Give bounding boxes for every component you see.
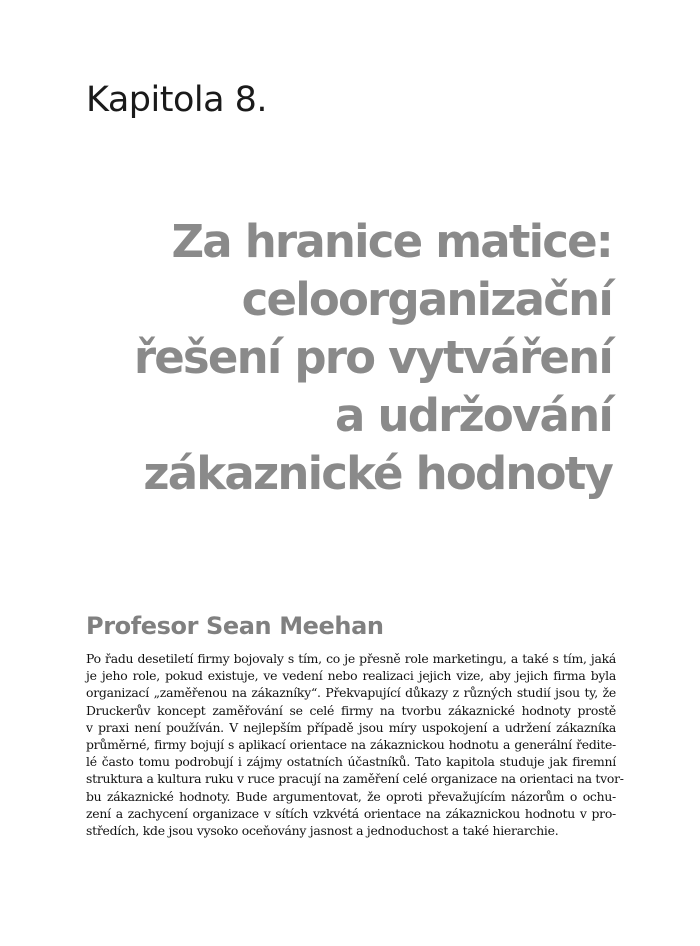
abstract-line: struktura a kultura ruku v ruce pracují na zaměření celé organizace na orientaci na tvor- (86, 771, 624, 787)
author-name: Profesor Sean Meehan (86, 612, 384, 640)
abstract-line: Po řadu desetiletí firmy bojovaly s tím, co je přesně role marketingu, a také s tím, jaká (86, 651, 616, 666)
abstract-line: zení a zachycení organizace v sítích vzkvétá orientace na zákaznickou hodnotu v pro- (86, 805, 616, 821)
abstract-line: v praxi není používán. V nejlepším případě jsou míry uspokojení a udržení zákazníka (86, 719, 616, 735)
chapter-title (52, 213, 612, 503)
chapter-title-line: řešení pro vytváření (133, 331, 612, 384)
abstract-line: je jeho role, pokud existuje, ve vedení nebo realizaci jejich vize, aby jejich firma byla (86, 668, 616, 684)
abstract-line: bu zákaznické hodnoty. Bude argumentovat, že oproti převažujícím názorům o ochu- (86, 788, 616, 804)
chapter-number: Kapitola 8. (86, 80, 268, 120)
chapter-title-line: Za hranice matice: (171, 215, 612, 268)
chapter-title-line: zákaznické hodnoty (143, 447, 612, 500)
chapter-title-line: celoorganizační (241, 273, 612, 326)
chapter-abstract (86, 650, 624, 839)
abstract-line: Druckerův koncept zaměřování se celé firmy na tvorbu zákaznické hodnoty prostě (86, 702, 616, 718)
abstract-line: organizací „zaměřenou na zákazníky“. Překvapující důkazy z různých studií jsou ty, že (86, 685, 616, 701)
abstract-line: průměrné, firmy bojují s aplikací orientace na zákaznickou hodnotu a generální ředite- (86, 737, 616, 753)
chapter-title-line: a udržování (335, 389, 612, 442)
abstract-line: středích, kde jsou vysoko oceňovány jasnost a jednoduchost a také hierarchie. (86, 823, 559, 839)
abstract-line: lé často tomu podrobují i zájmy ostatních účastníků. Tato kapitola studuje jak firemní (86, 754, 616, 770)
